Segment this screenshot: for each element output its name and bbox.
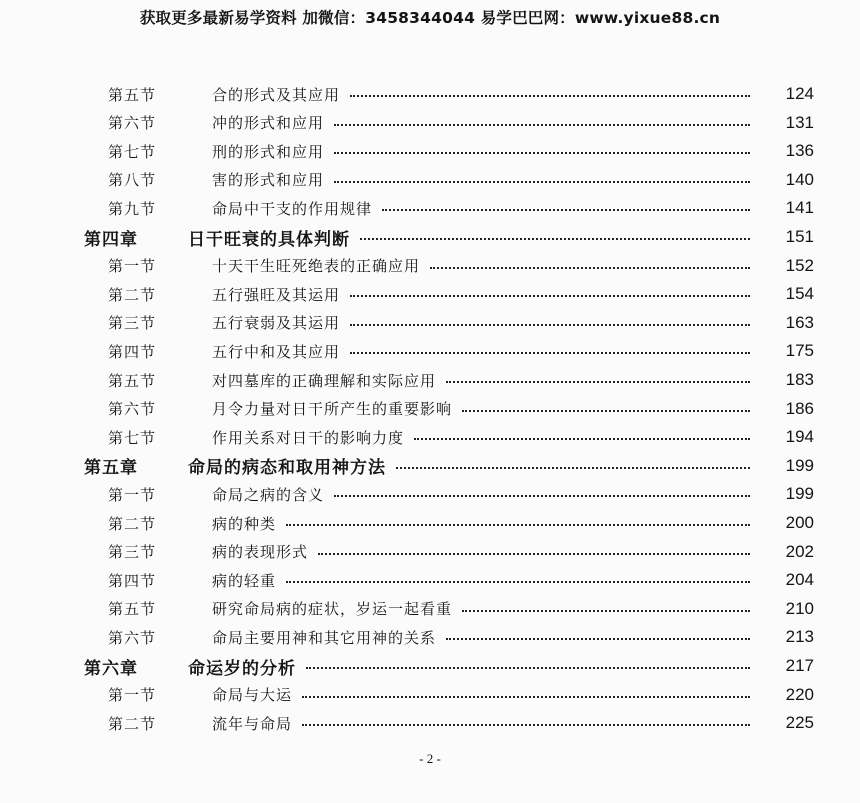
toc-section-row	[0, 366, 860, 394]
dot-leader	[350, 95, 750, 97]
dot-leader	[396, 467, 750, 469]
toc-section-row	[0, 709, 860, 737]
toc-page-number: 199	[785, 484, 814, 504]
dot-leader	[446, 638, 750, 640]
section-number: 第七节	[108, 142, 157, 161]
dot-leader	[414, 438, 750, 440]
toc-page-number: 199	[785, 455, 814, 475]
dot-leader	[350, 324, 750, 326]
section-number: 第一节	[108, 686, 157, 705]
toc-section-row	[0, 595, 860, 623]
toc-section-row	[0, 480, 860, 508]
section-number: 第二节	[108, 714, 157, 733]
toc-chapter-row	[0, 652, 860, 680]
section-title: 病的表现形式	[212, 543, 309, 562]
section-number: 第三节	[108, 314, 157, 333]
dot-leader	[302, 696, 750, 698]
dot-leader	[382, 209, 750, 211]
section-number: 第二节	[108, 285, 157, 304]
section-title: 冲的形式和应用	[212, 114, 325, 133]
toc-page-number: 141	[785, 198, 814, 218]
dot-leader	[462, 610, 750, 612]
section-title: 流年与命局	[212, 714, 293, 733]
toc-section-row	[0, 509, 860, 537]
dot-leader	[430, 267, 750, 269]
toc-page-number: 220	[785, 684, 814, 704]
dot-leader	[334, 152, 750, 154]
toc-section-row	[0, 166, 860, 194]
section-number: 第三节	[108, 543, 157, 562]
chapter-number: 第四章	[84, 229, 138, 250]
dot-leader	[306, 667, 750, 669]
toc-page-number: 183	[785, 370, 814, 389]
section-title: 研究命局病的症状，岁运一起看重	[212, 600, 453, 619]
dot-leader	[462, 410, 750, 412]
section-title: 命局中干支的作用规律	[212, 199, 373, 218]
section-title: 命局之病的含义	[212, 485, 325, 504]
toc-page-number: 210	[785, 598, 814, 618]
dot-leader	[350, 295, 750, 297]
toc-section-row	[0, 566, 860, 594]
section-number: 第六节	[108, 628, 157, 647]
section-title: 对四墓库的正确理解和实际应用	[212, 371, 437, 390]
section-title: 五行中和及其应用	[212, 342, 341, 361]
section-number: 第五节	[108, 85, 157, 104]
dot-leader	[334, 124, 750, 126]
dot-leader	[334, 495, 750, 497]
toc-page-number: 140	[785, 169, 814, 189]
section-number: 第五节	[108, 371, 157, 390]
dot-leader	[446, 381, 750, 383]
toc-section-row	[0, 137, 860, 165]
toc-section-row	[0, 395, 860, 423]
toc-page-number: 131	[785, 112, 814, 132]
section-title: 十天干生旺死绝表的正确应用	[212, 257, 421, 276]
toc-section-row	[0, 337, 860, 365]
chapter-title: 日干旺衰的具体判断	[188, 229, 350, 250]
toc-page-number: 225	[785, 713, 814, 733]
section-title: 刑的形式和应用	[212, 142, 325, 161]
toc-section-row	[0, 109, 860, 137]
toc-page-number: 154	[785, 284, 814, 304]
section-title: 作用关系对日干的影响力度	[212, 428, 405, 447]
section-number: 第一节	[108, 485, 157, 504]
section-title: 命局与大运	[212, 686, 293, 705]
section-number: 第二节	[108, 514, 157, 533]
section-title: 五行强旺及其运用	[212, 285, 341, 304]
chapter-number: 第六章	[84, 658, 138, 679]
toc-section-row	[0, 623, 860, 651]
section-number: 第七节	[108, 428, 157, 447]
section-title: 合的形式及其应用	[212, 85, 341, 104]
toc-section-row	[0, 80, 860, 108]
toc-section-row	[0, 538, 860, 566]
toc-page-number: 186	[785, 398, 814, 418]
chapter-number: 第五章	[84, 458, 138, 479]
dot-leader	[286, 524, 750, 526]
dot-leader	[286, 581, 750, 583]
chapter-title: 命运岁的分析	[188, 658, 296, 679]
page-header-banner: 获取更多最新易学资料 加微信：3458344044 易学巴巴网：www.yixue88.cn	[139, 9, 721, 27]
dot-leader	[334, 181, 750, 183]
section-number: 第四节	[108, 342, 157, 361]
section-title: 病的种类	[212, 514, 277, 533]
section-number: 第九节	[108, 199, 157, 218]
section-number: 第八节	[108, 171, 157, 190]
section-title: 五行衰弱及其运用	[212, 314, 341, 333]
toc-section-row	[0, 252, 860, 280]
toc-section-row	[0, 194, 860, 222]
toc-page-number: 175	[785, 341, 814, 361]
section-number: 第六节	[108, 114, 157, 133]
toc-page-number: 136	[785, 141, 814, 161]
toc-page-number: 202	[785, 541, 814, 561]
section-title: 命局主要用神和其它用神的关系	[212, 628, 437, 647]
section-number: 第一节	[108, 257, 157, 276]
section-title: 病的轻重	[212, 571, 277, 590]
dot-leader	[360, 238, 750, 240]
dot-leader	[350, 352, 750, 354]
toc-section-row	[0, 681, 860, 709]
toc-page-number: 217	[785, 656, 814, 675]
toc-page-number: 213	[785, 627, 814, 647]
section-number: 第五节	[108, 600, 157, 619]
section-number: 第六节	[108, 400, 157, 419]
toc-page-number: 151	[785, 227, 814, 246]
dot-leader	[302, 724, 750, 726]
toc-page-number: 124	[785, 84, 814, 103]
toc-page-number: 204	[785, 570, 814, 590]
toc-page-number: 200	[785, 513, 814, 532]
toc-chapter-row	[0, 452, 860, 480]
toc-section-row	[0, 309, 860, 337]
section-title: 害的形式和应用	[212, 171, 325, 190]
chapter-title: 命局的病态和取用神方法	[188, 458, 386, 479]
toc-page-number: 194	[785, 427, 814, 447]
dot-leader	[318, 553, 750, 555]
page-number: - 2 -	[419, 751, 441, 766]
toc-page-number: 163	[785, 312, 814, 332]
toc-section-row	[0, 423, 860, 451]
toc-chapter-row	[0, 223, 860, 251]
toc-section-row	[0, 280, 860, 308]
section-number: 第四节	[108, 571, 157, 590]
toc-page-number: 152	[785, 255, 814, 275]
section-title: 月令力量对日干所产生的重要影响	[212, 400, 453, 419]
